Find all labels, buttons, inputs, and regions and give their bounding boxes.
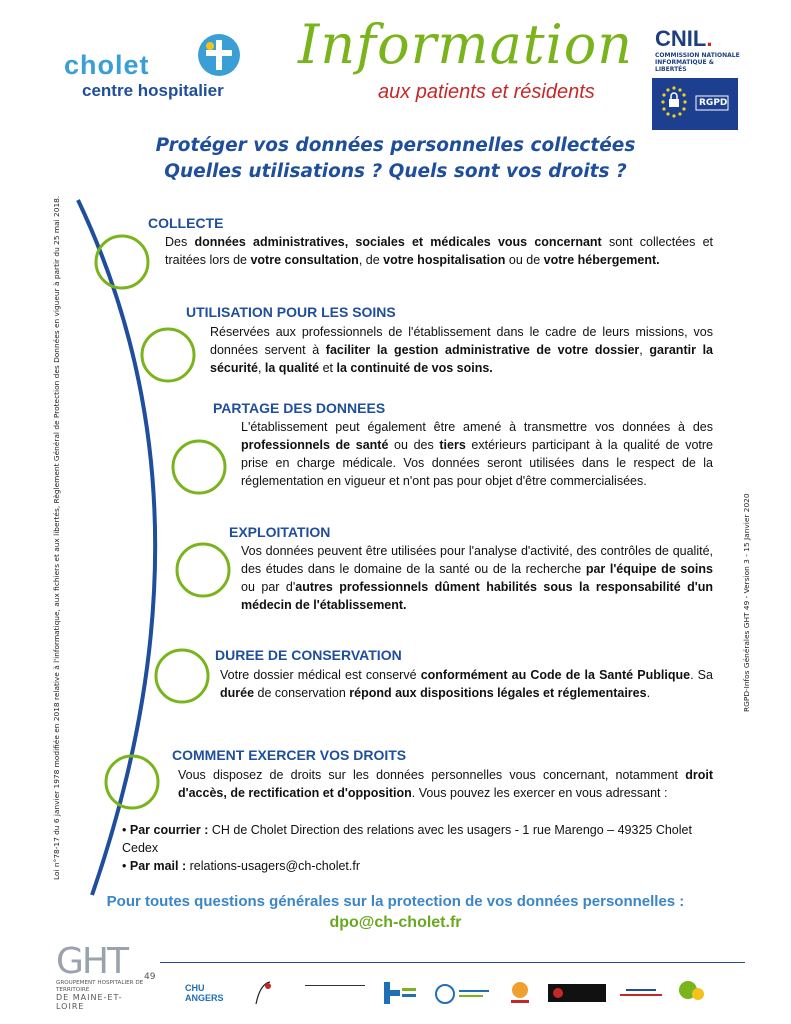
page-subtitle: aux patients et résidents [378, 81, 595, 103]
section-title-utilisation: UTILISATION POUR LES SOINS [186, 304, 396, 320]
text-run: , [257, 361, 265, 375]
section-title-droits: COMMENT EXERCER VOS DROITS [172, 747, 407, 763]
text-run: ou de [505, 253, 544, 267]
mail-address-link[interactable]: relations-usagers@ch-cholet.fr [189, 859, 361, 873]
cnil-logo: CNIL. COMMISSION NATIONALE INFORMATIQUE & LIBERTÉS [655, 28, 745, 74]
document-version-text: RGPD-Infos Générales GHT 49 - Version 3 - 15 Janvier 2020 [742, 493, 751, 712]
section-body-collecte [165, 233, 713, 269]
text-run: sont collectées et traitées lors de [165, 235, 713, 267]
text-run: votre hébergement. [543, 253, 660, 267]
heading-line-2: Quelles utilisations ? Quels sont vos droits ? [164, 160, 627, 182]
footer-divider [160, 962, 745, 963]
cnil-title: CNIL [655, 26, 707, 51]
partner-logo-chu-angers [185, 976, 229, 1010]
text-run: droit d'accès, de rectification et d'opposition [178, 768, 713, 800]
timeline-circle [106, 756, 158, 808]
text-run: Des [165, 235, 195, 249]
page-title: Information [298, 13, 634, 76]
contact-mail: • Par mail : relations-usagers@ch-cholet.fr [122, 859, 361, 873]
section-title-exploitation: EXPLOITATION [229, 524, 331, 540]
timeline-circle [156, 650, 208, 702]
partner-logo-2 [250, 978, 276, 1008]
ght-logo-text: GHT [56, 941, 127, 982]
text-run: autres professionnels dûment habilités sous la responsabilité d'un médecin de l'établissement. [241, 580, 713, 612]
courrier-address: CH de Cholet Direction des relations avec les usagers - 1 rue Marengo – 49325 Cholet Cedex [122, 823, 692, 855]
text-run: la qualité [264, 361, 320, 375]
text-run: extérieurs participant à la qualité de votre prise en charge médicale. Vos données seront utilisées dans le respect de la réglementation en vigueur et n'ont pas pour objet d'être commercialisées. [241, 438, 713, 488]
footer-question: Pour toutes questions générales sur la protection de vos données personnelles : [106, 893, 685, 910]
partner-logo-4 [380, 978, 420, 1008]
text-run: Votre dossier médical est conservé [220, 668, 421, 682]
timeline-circle [173, 441, 225, 493]
text-run: , de [358, 253, 384, 267]
text-run: . Sa [690, 668, 713, 682]
text-run: et [319, 361, 337, 375]
section-title-collecte: COLLECTE [148, 215, 224, 231]
partner-logo-9 [674, 976, 714, 1010]
partner-logo-8 [618, 984, 664, 1002]
ght-number: 49 [144, 972, 156, 982]
text-run: répond aux dispositions légales et réglementaires [349, 686, 647, 700]
text-run: Vous disposez de droits sur les données personnelles vous concernant, notamment [178, 768, 686, 782]
ght-logo [56, 941, 156, 1014]
text-run: professionnels de santé [241, 438, 389, 452]
text-run: ou des [388, 438, 440, 452]
text-run: faciliter la gestion administrative de votre dossier [325, 343, 640, 357]
partner-logo-7 [548, 984, 606, 1002]
text-run: Vos données peuvent être utilisées pour l'analyse d'activité, des contrôles de qualité, des études dans le domaine de la santé ou de la recherche [241, 544, 713, 576]
timeline-circle [142, 329, 194, 381]
text-run: L'établissement peut également être amené à transmettre vos données à des [241, 420, 713, 434]
text-run: données administratives, sociales et médicales vous concernant [194, 235, 602, 249]
text-run: . Vous pouvez les exercer en vous adressant : [411, 786, 668, 800]
dpo-email-link[interactable]: dpo@ch-cholet.fr [329, 914, 462, 931]
courrier-label: Par courrier : [129, 823, 212, 837]
text-run: . [646, 686, 651, 700]
text-run: par l'équipe de soins [585, 562, 713, 576]
section-body-utilisation [210, 323, 713, 377]
text-run: votre consultation [250, 253, 359, 267]
text-run: durée [220, 686, 255, 700]
section-body-conservation [220, 666, 713, 702]
section-title-conservation: DUREE DE CONSERVATION [215, 647, 402, 663]
text-run: , [639, 343, 650, 357]
heading-line-1: Protéger vos données personnelles collectées [155, 135, 636, 156]
text-run: tiers [439, 438, 466, 452]
section-body-partage [241, 418, 713, 490]
contact-courrier: • Par courrier : CH de Cholet Direction des relations avec les usagers - 1 rue Marengo – 49325 Cholet Cedex [122, 823, 692, 855]
ght-subtitle: GROUPEMENT HOSPITALIER DE TERRITOIRE [56, 980, 144, 993]
text-run: votre hospitalisation [383, 253, 506, 267]
legal-reference-text: Loi n°78-17 du 6 janvier 1978 modifiée en 2018 relative à l'informatique, aux fichiers et aux libertés, Règlement Général de Protection des Données en vigueur à partir du 25 mai 2018. [52, 195, 61, 880]
cnil-subtitle: COMMISSION NATIONALE INFORMATIQUE & LIBERTÉS [655, 52, 740, 73]
partner-logo-6 [505, 978, 535, 1008]
rgpd-label: RGPD [699, 98, 728, 108]
mail-label: Par mail : [129, 859, 190, 873]
section-body-exploitation [241, 542, 713, 614]
partner-label: CHU ANGERS [185, 983, 224, 1003]
logo-centre-hospitalier-text: centre hospitalier [82, 81, 224, 100]
partner-logo-5 [433, 982, 493, 1006]
text-run: ou par d' [241, 580, 296, 594]
text-run: garantir la sécurité [210, 343, 714, 375]
text-run: de conservation [254, 686, 350, 700]
text-run: la continuité de vos soins. [336, 361, 493, 375]
text-run: Réservées aux professionnels de l'établissement dans le cadre de leurs missions, vos données servent à [210, 325, 713, 357]
timeline-circle [177, 544, 229, 596]
logo-cholet-text: cholet [64, 50, 150, 80]
ght-department: DE MAINE-ET-LOIRE [56, 993, 123, 1012]
section-body-droits [178, 766, 713, 802]
section-title-partage: PARTAGE DES DONNEES [213, 400, 386, 416]
partner-logo-3 [305, 985, 370, 1001]
text-run: conformément au Code de la Santé Publique [420, 668, 691, 682]
